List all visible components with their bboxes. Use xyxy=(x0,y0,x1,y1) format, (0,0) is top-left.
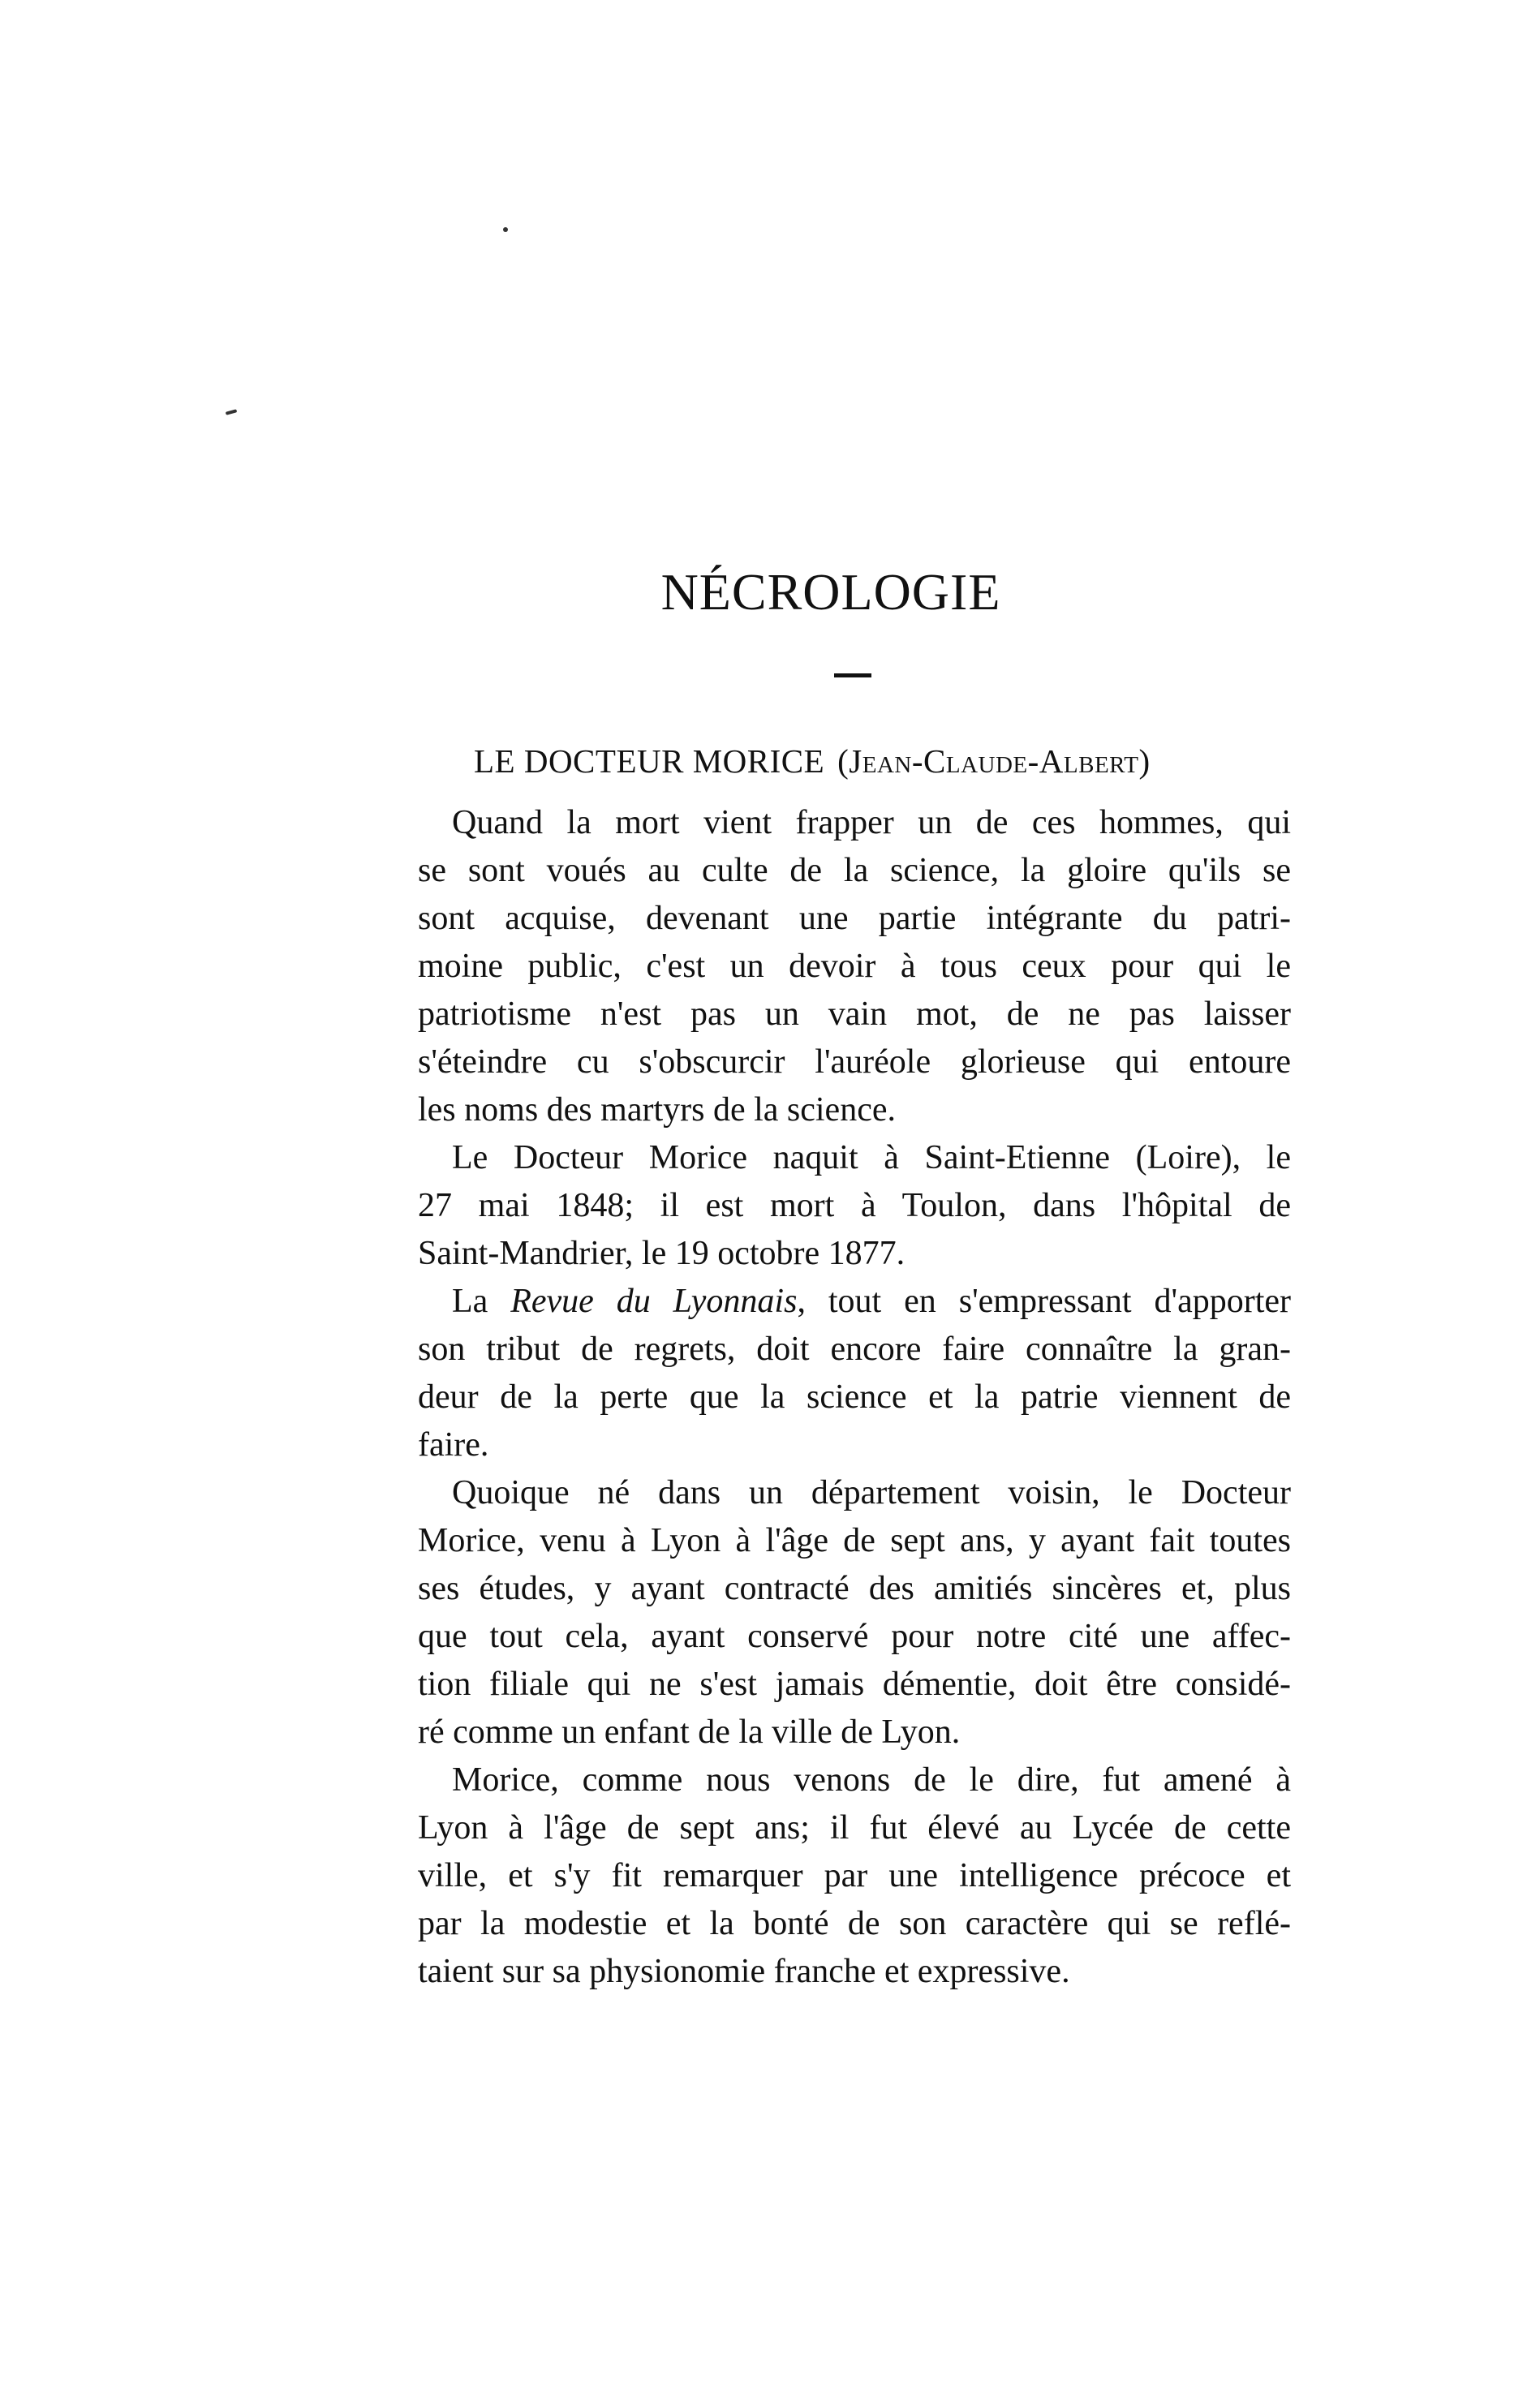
text-line: Quand la mort vient frapper un de ces hommes, qui xyxy=(452,804,1291,841)
text-line: Morice, venu à Lyon à l'âge de sept ans, y ayant fait toutes xyxy=(418,1522,1291,1559)
text-line: par la modestie et la bonté de son caractère qui se reflé- xyxy=(418,1905,1291,1942)
scan-speck xyxy=(226,409,238,415)
text-line: ré comme un enfant de la ville de Lyon. xyxy=(418,1713,961,1751)
text-line: son tribut de regrets, doit encore faire connaître la gran- xyxy=(418,1331,1291,1368)
text-line: faire. xyxy=(418,1426,489,1464)
text-fragment: , tout en s'empressant d'apporter xyxy=(797,1283,1292,1320)
text-line: ses études, y ayant contracté des amitiés sincères et, plus xyxy=(418,1570,1291,1607)
journal-title: Revue du Lyonnais xyxy=(510,1283,798,1320)
page-title: NÉCROLOGIE xyxy=(660,563,1001,621)
text-line: Le Docteur Morice naquit à Saint-Etienne (Loire), le xyxy=(452,1139,1291,1176)
text-line: que tout cela, ayant conservé pour notre cité une affec- xyxy=(418,1618,1291,1655)
text-line: moine public, c'est un devoir à tous ceux pour qui le xyxy=(418,948,1291,985)
text-line: patriotisme n'est pas un vain mot, de ne pas laisser xyxy=(418,995,1291,1033)
title-divider xyxy=(834,673,871,677)
text-line: Lyon à l'âge de sept ans; il fut élevé au Lycée de cette xyxy=(418,1809,1291,1847)
paragraph-4 xyxy=(418,1469,1291,1756)
paragraph-3 xyxy=(418,1278,1291,1469)
text-line: ville, et s'y fit remarquer par une intelligence précoce et xyxy=(418,1857,1291,1894)
text-line: sont acquise, devenant une partie intégrante du patri- xyxy=(418,900,1291,937)
text-line: Quoique né dans un département voisin, le Docteur xyxy=(452,1474,1291,1511)
article-heading xyxy=(474,738,1151,784)
heading-names: (Jean-Claude-Albert) xyxy=(837,742,1151,780)
text-line: 27 mai 1848; il est mort à Toulon, dans l'hôpital de xyxy=(418,1187,1291,1224)
scan-speck xyxy=(503,227,508,232)
text-fragment: La xyxy=(452,1283,511,1320)
text-line: tion filiale qui ne s'est jamais démentie, doit être considé- xyxy=(418,1666,1291,1703)
paragraph-2 xyxy=(418,1134,1291,1278)
text-line xyxy=(418,1278,1291,1326)
text-line: les noms des martyrs de la science. xyxy=(418,1091,896,1129)
heading-main: LE DOCTEUR MORICE xyxy=(474,742,825,780)
text-line: Saint-Mandrier, le 19 octobre 1877. xyxy=(418,1235,906,1272)
text-line: Morice, comme nous venons de le dire, fut amené à xyxy=(452,1761,1291,1799)
text-line: se sont voués au culte de la science, la gloire qu'ils se xyxy=(418,852,1291,889)
paragraph-1 xyxy=(418,799,1291,1134)
article-body xyxy=(418,799,1291,1996)
text-line: deur de la perte que la science et la patrie viennent de xyxy=(418,1378,1291,1416)
text-line: taient sur sa physionomie franche et expressive. xyxy=(418,1953,1070,1990)
text-line: s'éteindre cu s'obscurcir l'auréole glorieuse qui entoure xyxy=(418,1043,1291,1081)
paragraph-5 xyxy=(418,1756,1291,1996)
